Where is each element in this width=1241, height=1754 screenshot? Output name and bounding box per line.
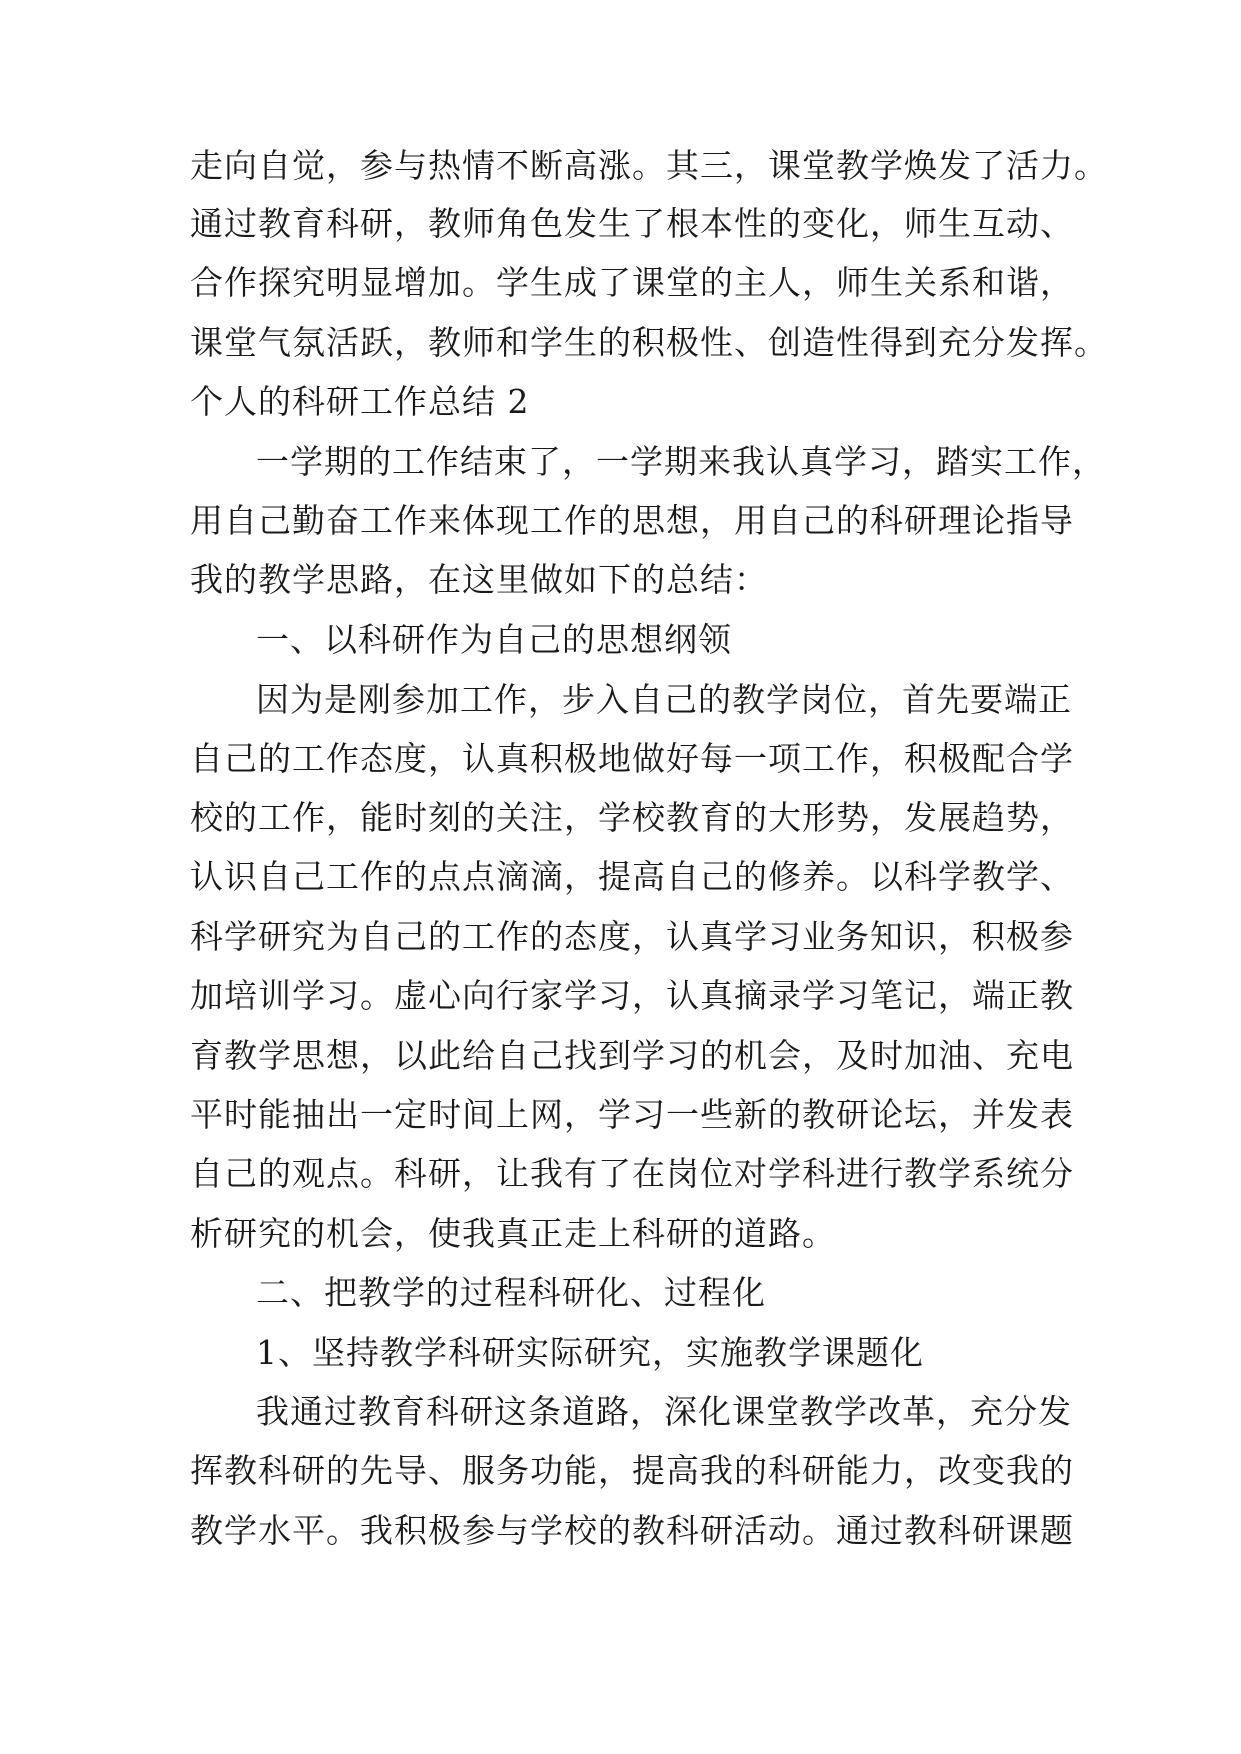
text-line-10: 因为是刚参加工作，步入自己的教学岗位，首先要端正 — [256, 680, 1072, 719]
text-line-12: 校的工作，能时刻的关注，学校教育的大形势，发展趋势， — [190, 798, 1074, 837]
text-line-4: 课堂气氛活跃，教师和学生的积极性、创造性得到充分发挥。 — [190, 323, 1108, 362]
text-line-11: 自己的工作态度，认真积极地做好每一项工作，积极配合学 — [190, 739, 1074, 778]
text-line-6: 一学期的工作结束了，一学期来我认真学习，踏实工作， — [256, 442, 1106, 481]
text-line-3: 合作探究明显增加。学生成了课堂的主人，师生关系和谐， — [190, 263, 1074, 302]
subheading-2: 二、把教学的过程科研化、过程化 — [256, 1273, 766, 1312]
text-line-18: 自己的观点。科研，让我有了在岗位对学科进行教学系统分 — [190, 1154, 1074, 1193]
text-line-15: 加培训学习。虚心向行家学习，认真摘录学习笔记，端正教 — [190, 976, 1074, 1015]
text-line-13: 认识自己工作的点点滴滴，提高自己的修养。以科学教学、 — [190, 857, 1074, 896]
text-line-17: 平时能抽出一定时间上网，学习一些新的教研论坛，并发表 — [190, 1095, 1074, 1134]
subheading-2-1: 1、坚持教学科研实际研究，实施教学课题化 — [256, 1333, 924, 1372]
text-line-24: 教学水平。我积极参与学校的教科研活动。通过教科研课题 — [190, 1511, 1074, 1550]
text-line-7: 用自己勤奋工作来体现工作的思想，用自己的科研理论指导 — [190, 501, 1074, 540]
text-line-19: 析研究的机会，使我真正走上科研的道路。 — [190, 1214, 836, 1253]
text-line-8: 我的教学思路，在这里做如下的总结： — [190, 560, 768, 599]
subheading-1: 一、以科研作为自己的思想纲领 — [256, 620, 732, 659]
section-heading: 个人的科研工作总结 2 — [190, 382, 530, 421]
text-line-22: 我通过教育科研这条道路，深化课堂教学改革，充分发 — [256, 1392, 1072, 1431]
text-line-16: 育教学思想，以此给自己找到学习的机会，及时加油、充电 — [190, 1036, 1074, 1075]
text-line-1: 走向自觉，参与热情不断高涨。其三，课堂教学焕发了活力。 — [190, 146, 1108, 185]
text-line-14: 科学研究为自己的工作的态度，认真学习业务知识，积极参 — [190, 917, 1074, 956]
text-line-2: 通过教育科研，教师角色发生了根本性的变化，师生互动、 — [190, 204, 1074, 243]
text-line-23: 挥教科研的先导、服务功能，提高我的科研能力，改变我的 — [190, 1451, 1074, 1490]
